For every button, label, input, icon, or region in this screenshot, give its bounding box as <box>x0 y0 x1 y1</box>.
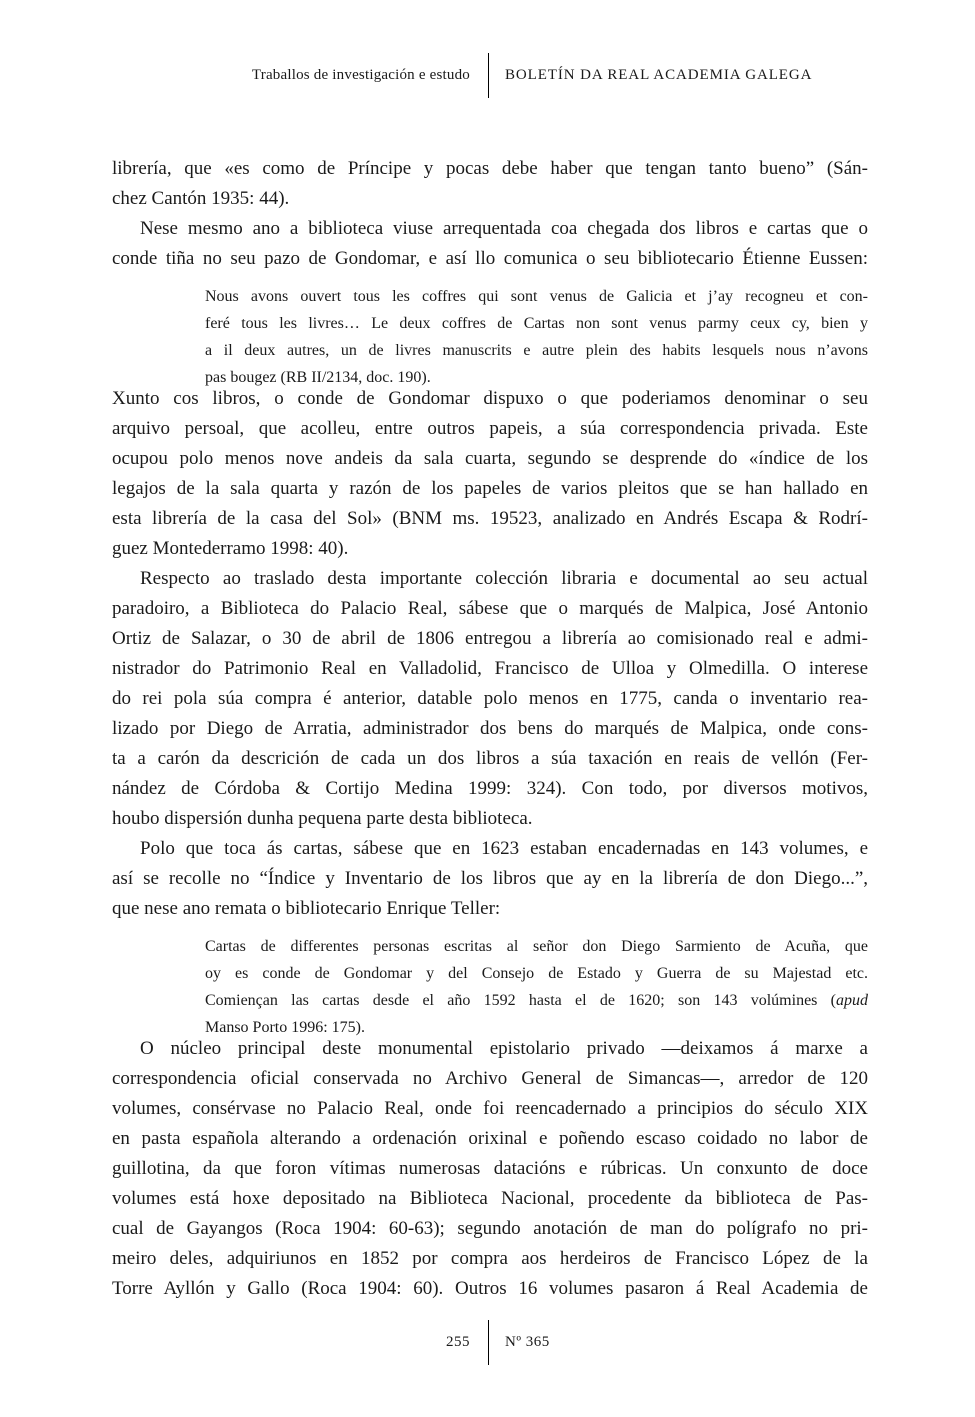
issue-number: Nº 365 <box>505 1334 550 1350</box>
text-line: pas bougez (RB II/2134, doc. 190). <box>205 369 431 386</box>
page-number: 255 <box>446 1334 470 1350</box>
text-line: Cartas de differentes personas escritas al señor don Diego Sarmiento de Acuña, que <box>205 938 868 955</box>
text-line: a il deux autres, un de livres manuscrits e autre plein des habits lesquels nous n’avons <box>205 342 868 359</box>
text-line: Torre Ayllón y Gallo (Roca 1904: 60). Outros 16 volumes pasaron á Real Academia de <box>112 1278 868 1299</box>
text-line: arquivo persoal, que acolleu, entre outros papeis, a súa correspondencia privada. Este <box>112 418 868 439</box>
text-line: O núcleo principal deste monumental epistolario privado —deixamos á marxe a <box>140 1038 868 1059</box>
paragraph <box>112 1034 868 1304</box>
page-header <box>0 53 975 98</box>
text-line: así se recolle no “Índice y Inventario de los libros que ay en la librería de don Diego...”, <box>112 868 868 889</box>
text-line: feré tous les livres… Le deux coffres de Cartas non sont venus parmy ceux cy, bien y <box>205 315 868 332</box>
page-body <box>112 154 868 1304</box>
paragraph <box>112 154 868 214</box>
text-line: chez Cantón 1935: 44). <box>112 188 290 209</box>
paragraph <box>112 564 868 834</box>
text-line: Ortiz de Salazar, o 30 de abril de 1806 entregou a librería ao comisionado real e admi- <box>112 628 868 649</box>
text-line: ta a carón da descrición de cada un dos libros a súa taxación en reais de vellón (Fer- <box>112 748 868 769</box>
footer-divider <box>488 1320 489 1365</box>
text-line: correspondencia oficial conservada no Archivo General de Simancas—, arredor de 120 <box>112 1068 868 1089</box>
text-line: Xunto cos libros, o conde de Gondomar dispuxo o que poderiamos denominar o seu <box>112 388 868 409</box>
text-line: legajos de la sala quarta y razón de los papeles de varios pleitos que se han hallado en <box>112 478 868 499</box>
text-line: Respecto ao traslado desta importante colección libraria e documental ao seu actual <box>140 568 868 589</box>
text-line: Polo que toca ás cartas, sábese que en 1623 estaban encadernadas en 143 volumes, e <box>140 838 868 859</box>
header-divider <box>488 53 489 98</box>
text-line: volumes está hoxe depositado na Biblioteca Nacional, procedente da biblioteca de Pas- <box>112 1188 868 1209</box>
text-line <box>205 987 868 1014</box>
text-line: oy es conde de Gondomar y del Consejo de Estado y Guerra de su Majestad etc. <box>205 965 868 982</box>
italic-term: apud <box>836 992 868 1009</box>
text-line: do rei pola súa compra é anterior, datable polo menos en 1775, canda o inventario rea- <box>112 688 868 709</box>
text-line: ocupou polo menos nove andeis da sala cuarta, segundo se desprende do «índice de los <box>112 448 868 469</box>
block-quote <box>112 933 868 1041</box>
page-footer <box>0 1320 975 1365</box>
text-line: meiro deles, adquiriunos en 1852 por compra aos herdeiros de Francisco López de la <box>112 1248 868 1269</box>
text-line: houbo dispersión dunha pequena parte desta biblioteca. <box>112 808 533 829</box>
text-line: en pasta española alterando a ordenación orixinal e poñendo escaso coidado no labor de <box>112 1128 868 1149</box>
header-journal-title: BOLETÍN DA REAL ACADEMIA GALEGA <box>505 67 813 83</box>
paragraph <box>112 834 868 924</box>
text-line: Nese mesmo ano a biblioteca viuse arrequentada coa chegada dos libros e cartas que o <box>140 218 868 239</box>
text-line: conde tiña no seu pazo de Gondomar, e así llo comunica o seu bibliotecario Étienne Eussen: <box>112 248 868 269</box>
header-section-title: Traballos de investigación e estudo <box>251 67 470 83</box>
text-line: Nous avons ouvert tous les coffres qui sont venus de Galicia et j’ay recogneu et con- <box>205 288 868 305</box>
text-segment: Comiençan las cartas desde el año 1592 hasta el de 1620; son 143 volúmines ( <box>205 992 836 1009</box>
text-line: guillotina, da que foron vítimas numerosas datacións e rúbricas. Un conxunto de doce <box>112 1158 868 1179</box>
text-line: paradoiro, a Biblioteca do Palacio Real, sábese que o marqués de Malpica, José Antonio <box>112 598 868 619</box>
text-line: Manso Porto 1996: 175). <box>205 1019 365 1036</box>
text-line: cual de Gayangos (Roca 1904: 60-63); segundo anotación de man do polígrafo no pri- <box>112 1218 868 1239</box>
text-line: librería, que «es como de Príncipe y pocas debe haber que tengan tanto bueno” (Sán- <box>112 158 868 179</box>
text-line: esta librería de la casa del Sol» (BNM ms. 19523, analizado en Andrés Escapa & Rodrí- <box>112 508 868 529</box>
paragraph <box>112 214 868 274</box>
paragraph <box>112 384 868 564</box>
text-line: volumes, consérvase no Palacio Real, onde foi reencadernado a principios do século XIX <box>112 1098 868 1119</box>
text-line: nistrador do Patrimonio Real en Valladolid, Francisco de Ulloa y Olmedilla. O interese <box>112 658 868 679</box>
text-line: lizado por Diego de Arratia, administrador dos bens do marqués de Malpica, onde cons- <box>112 718 868 739</box>
text-line: guez Montederramo 1998: 40). <box>112 538 349 559</box>
text-line: nández de Córdoba & Cortijo Medina 1999: 324). Con todo, por diversos motivos, <box>112 778 868 799</box>
block-quote <box>112 283 868 391</box>
text-line: que nese ano remata o bibliotecario Enrique Teller: <box>112 898 501 919</box>
